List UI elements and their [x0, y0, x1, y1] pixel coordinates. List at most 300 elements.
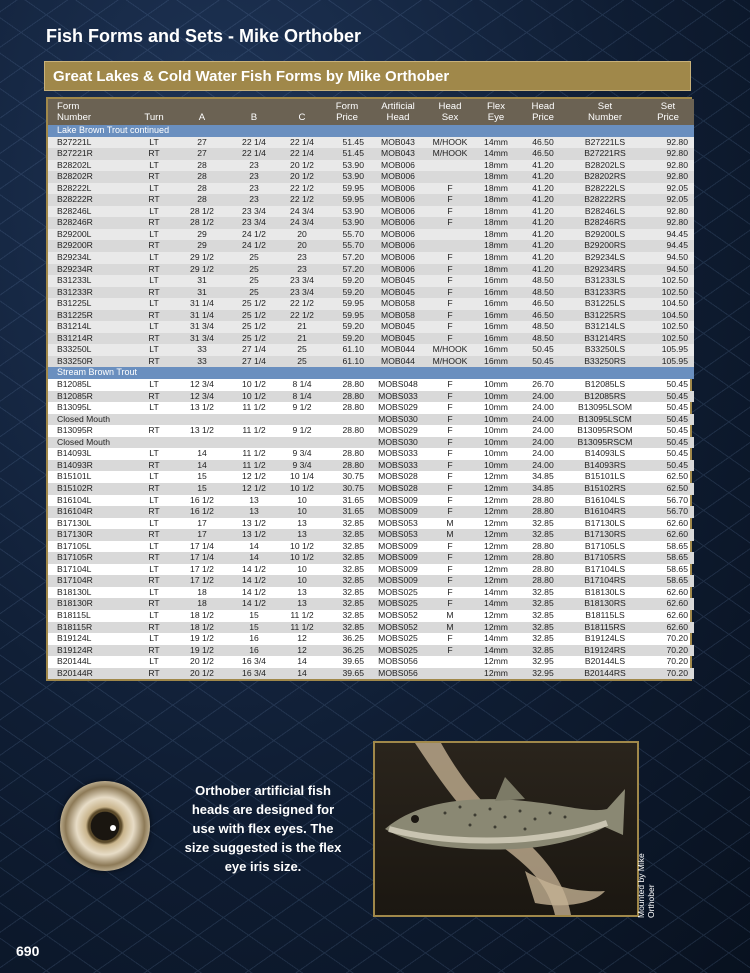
- table-cell: 14: [297, 656, 307, 667]
- table-cell: 92.05: [642, 194, 694, 206]
- table-cell: 25: [280, 344, 324, 356]
- table-cell: 53.90: [324, 217, 370, 229]
- table-cell: 94.50: [642, 264, 694, 276]
- table-cell: 92.80: [642, 171, 694, 183]
- table-cell: 13 1/2: [190, 402, 214, 413]
- table-cell: MOB006: [370, 206, 426, 218]
- table-cell: 30.75: [342, 471, 364, 482]
- table-cell: 46.50: [518, 298, 568, 310]
- table-cell: F: [426, 414, 474, 426]
- table-cell: M: [426, 622, 474, 634]
- table-cell: B33250LS: [568, 344, 642, 356]
- table-cell: 58.65: [642, 575, 694, 587]
- table-cell: 29 1/2: [176, 264, 228, 276]
- table-cell: 21: [280, 333, 324, 345]
- table-cell: 23: [280, 264, 324, 276]
- table-cell: 14 1/2: [228, 575, 280, 587]
- table-cell: F: [426, 275, 474, 287]
- table-cell: 62.60: [666, 609, 688, 620]
- table-row: [48, 333, 694, 345]
- table-cell: 12 1/2: [242, 471, 266, 482]
- table-row: [48, 645, 694, 657]
- table-cell: RT: [148, 425, 160, 436]
- table-cell: MOBS029: [378, 425, 418, 436]
- table-cell: 24.00: [518, 437, 568, 449]
- table-cell: F: [447, 402, 453, 413]
- table-cell: 10 1/2: [280, 552, 324, 564]
- table-cell: LT: [132, 160, 176, 172]
- table-cell: 41.20: [518, 217, 568, 229]
- column-header: [518, 99, 568, 125]
- table-cell: 24.00: [532, 425, 554, 436]
- table-cell: RT: [132, 483, 176, 495]
- table-cell: 36.25: [342, 633, 364, 644]
- table-cell: B13095R: [57, 425, 93, 436]
- table-cell: LT: [132, 206, 176, 218]
- table-cell: 14: [176, 460, 228, 472]
- table-cell: 61.10: [324, 344, 370, 356]
- table-cell: F: [426, 645, 474, 657]
- table-cell: B17105R: [48, 552, 132, 564]
- table-cell: 25 1/2: [228, 321, 280, 333]
- table-cell: 56.70: [666, 494, 688, 505]
- table-cell: MOBS030: [370, 437, 426, 449]
- table-cell: B31225R: [48, 310, 132, 322]
- table-cell: B17130R: [48, 529, 132, 541]
- table-row: [48, 148, 694, 160]
- table-cell: 16mm: [474, 275, 518, 287]
- table-cell: [426, 656, 474, 668]
- table-cell: 62.60: [666, 517, 688, 528]
- table-cell: 18: [176, 598, 228, 610]
- table-row: [48, 275, 694, 287]
- table-cell: 31.65: [342, 494, 364, 505]
- table-cell: 55.70: [324, 240, 370, 252]
- table-cell: LT: [149, 633, 159, 644]
- column-header-line: B: [250, 112, 258, 123]
- table-cell: 14: [249, 540, 259, 551]
- table-cell: 31: [176, 287, 228, 299]
- table-cell: 18 1/2: [190, 609, 214, 620]
- table-cell: B16104L: [57, 494, 92, 505]
- table-cell: 13: [228, 506, 280, 518]
- table-row: [48, 171, 694, 183]
- table-cell: 13 1/2: [242, 517, 266, 528]
- table-cell: 59.95: [324, 194, 370, 206]
- table-cell: 24.00: [518, 460, 568, 472]
- table-cell: MOB006: [370, 240, 426, 252]
- table-cell: 16mm: [474, 333, 518, 345]
- table-cell: RT: [132, 217, 176, 229]
- table-cell: 11 1/2: [280, 622, 324, 634]
- table-cell: B31233RS: [568, 287, 642, 299]
- table-cell: LT: [132, 229, 176, 241]
- table-cell: 58.65: [666, 563, 688, 574]
- column-header-line: Price: [657, 112, 679, 123]
- group-label: Stream Brown Trout: [48, 367, 694, 379]
- table-cell: 12 3/4: [176, 391, 228, 403]
- table-cell: MOBS053: [378, 517, 418, 528]
- table-cell: F: [426, 194, 474, 206]
- table-cell: 70.20: [666, 656, 688, 667]
- table-cell: 28.80: [532, 563, 554, 574]
- table-cell: MOB006: [370, 229, 426, 241]
- table-cell: B29234L: [48, 252, 132, 264]
- table-cell: 10: [280, 506, 324, 518]
- table-cell: 41.20: [518, 252, 568, 264]
- table-cell: 12mm: [484, 563, 508, 574]
- table-cell: 104.50: [642, 298, 694, 310]
- table-cell: 14: [280, 668, 324, 680]
- table-cell: 55.70: [324, 229, 370, 241]
- table-cell: M/HOOK: [426, 137, 474, 149]
- table-cell: MOB006: [370, 194, 426, 206]
- table-cell: 62.60: [642, 598, 694, 610]
- table-cell: B31225LS: [568, 298, 642, 310]
- table-cell: 32.85: [532, 586, 554, 597]
- table-cell: B20144RS: [568, 668, 642, 680]
- table-cell: LT: [149, 517, 159, 528]
- table-cell: B12085R: [48, 391, 132, 403]
- table-cell: B28222LS: [568, 183, 642, 195]
- table-cell: 28: [176, 160, 228, 172]
- table-cell: 102.50: [642, 333, 694, 345]
- table-cell: MOB006: [370, 160, 426, 172]
- table-cell: 105.95: [642, 356, 694, 368]
- table-cell: LT: [149, 586, 159, 597]
- table-cell: RT: [132, 460, 176, 472]
- table-cell: [324, 414, 370, 426]
- table-cell: 62.50: [642, 483, 694, 495]
- table-cell: 10mm: [474, 414, 518, 426]
- table-body: [48, 125, 694, 679]
- table-cell: 25: [228, 275, 280, 287]
- table-cell: 16mm: [474, 287, 518, 299]
- table-cell: 94.50: [642, 252, 694, 264]
- table-cell: B18130RS: [568, 598, 642, 610]
- table-row: [48, 425, 694, 437]
- table-cell: 92.80: [642, 148, 694, 160]
- table-cell: B31233LS: [568, 275, 642, 287]
- table-cell: 24.00: [518, 414, 568, 426]
- column-header-line: [282, 101, 322, 112]
- column-header-line: Number: [57, 112, 92, 123]
- table-cell: 28: [176, 183, 228, 195]
- table-cell: 20: [280, 240, 324, 252]
- table-cell: F: [447, 379, 453, 390]
- table-cell: 10: [297, 494, 307, 505]
- table-cell: LT: [132, 321, 176, 333]
- table-cell: 22 1/4: [228, 148, 280, 160]
- table-cell: 15: [176, 483, 228, 495]
- table-cell: RT: [132, 391, 176, 403]
- table-cell: 20 1/2: [280, 160, 324, 172]
- table-cell: MOBS033: [370, 460, 426, 472]
- table-cell: B31214R: [48, 333, 132, 345]
- table-cell: MOB006: [370, 183, 426, 195]
- table-cell: B12085L: [57, 379, 92, 390]
- table-cell: F: [426, 252, 474, 264]
- table-cell: [426, 668, 474, 680]
- table-cell: B17104R: [48, 575, 132, 587]
- table-cell: 39.65: [342, 656, 364, 667]
- table-row: [48, 518, 694, 530]
- table-cell: 28.80: [342, 425, 364, 436]
- table-row: [48, 575, 694, 587]
- table-cell: 31 1/4: [176, 298, 228, 310]
- table-cell: 28.80: [532, 540, 554, 551]
- table-cell: 32.85: [532, 609, 554, 620]
- table-cell: 12mm: [474, 552, 518, 564]
- table-cell: RT: [132, 356, 176, 368]
- table-cell: 32.85: [342, 586, 364, 597]
- table-cell: F: [447, 494, 453, 505]
- table-cell: LT: [149, 563, 159, 574]
- table-cell: [426, 160, 474, 172]
- column-header-line: [134, 101, 174, 112]
- table-cell: 29: [176, 240, 228, 252]
- table-cell: 12: [280, 645, 324, 657]
- table-cell: B18130L: [57, 586, 92, 597]
- table-cell: 27 1/4: [228, 344, 280, 356]
- table-cell: RT: [132, 622, 176, 634]
- table-cell: 18mm: [474, 217, 518, 229]
- table-cell: MOBS029: [378, 402, 418, 413]
- table-cell: 104.50: [642, 310, 694, 322]
- table-cell: 32.85: [532, 517, 554, 528]
- table-cell: 13 1/2: [228, 529, 280, 541]
- table-cell: M: [426, 529, 474, 541]
- table-cell: 10 1/4: [290, 471, 314, 482]
- table-cell: B19124L: [57, 633, 92, 644]
- table-cell: 41.20: [518, 183, 568, 195]
- page-title: Fish Forms and Sets - Mike Orthober: [46, 26, 362, 46]
- table-cell: B33250L: [48, 344, 132, 356]
- column-header-line: Price: [532, 112, 554, 123]
- table-cell: B13095L: [57, 402, 92, 413]
- table-cell: B31214L: [48, 321, 132, 333]
- table-cell: F: [447, 448, 453, 459]
- table-cell: 32.85: [324, 575, 370, 587]
- table-cell: 94.45: [642, 229, 694, 241]
- table-cell: 14mm: [474, 598, 518, 610]
- table-cell: 48.50: [518, 275, 568, 287]
- table-cell: B15101LS: [584, 471, 626, 482]
- column-header-line: Flex: [486, 101, 506, 112]
- table-cell: 32.85: [518, 645, 568, 657]
- table-cell: 25 1/2: [228, 310, 280, 322]
- table-cell: 17 1/4: [176, 552, 228, 564]
- table-cell: 32.85: [518, 622, 568, 634]
- table-cell: 33: [176, 356, 228, 368]
- table-cell: 11 1/2: [242, 448, 266, 459]
- table-cell: [228, 437, 280, 449]
- table-cell: LT: [149, 540, 159, 551]
- column-header-line: Head: [531, 101, 555, 112]
- table-cell: B28222R: [48, 194, 132, 206]
- table-cell: 28.80: [342, 448, 364, 459]
- table-cell: B13095RSCM: [568, 437, 642, 449]
- table-cell: RT: [132, 171, 176, 183]
- table-cell: 32.85: [518, 529, 568, 541]
- table-cell: 46.50: [518, 148, 568, 160]
- table-cell: 13: [297, 586, 307, 597]
- table-cell: 25: [228, 264, 280, 276]
- table-row: [48, 287, 694, 299]
- table-cell: MOB058: [370, 298, 426, 310]
- column-header-line: Head: [438, 101, 462, 112]
- table-cell: 22 1/2: [280, 298, 324, 310]
- table-row: [48, 391, 694, 403]
- table-cell: 32.85: [324, 598, 370, 610]
- table-cell: 28.80: [518, 575, 568, 587]
- table-cell: MOBS033: [370, 391, 426, 403]
- table-cell: Closed Mouth: [48, 437, 132, 449]
- table-cell: 12mm: [484, 494, 508, 505]
- table-cell: B28246LS: [568, 206, 642, 218]
- table-row: [48, 402, 694, 414]
- table-cell: 70.20: [666, 633, 688, 644]
- table-cell: MOBS028: [370, 483, 426, 495]
- table-cell: B31225RS: [568, 310, 642, 322]
- table-cell: F: [447, 540, 453, 551]
- table-cell: 28.80: [342, 379, 364, 390]
- table-cell: 62.60: [642, 529, 694, 541]
- table-cell: 15: [228, 622, 280, 634]
- table-cell: 31: [176, 275, 228, 287]
- table-cell: F: [426, 575, 474, 587]
- table-cell: F: [426, 483, 474, 495]
- table-cell: B27221RS: [568, 148, 642, 160]
- table-cell: 28 1/2: [176, 217, 228, 229]
- table-cell: 23: [228, 171, 280, 183]
- table-row: [48, 379, 694, 391]
- table-cell: 59.20: [324, 333, 370, 345]
- table-cell: B29200LS: [568, 229, 642, 241]
- table-cell: MOB006: [370, 264, 426, 276]
- table-cell: 23: [228, 194, 280, 206]
- table-cell: 10 1/2: [242, 379, 266, 390]
- column-header-line: [178, 101, 226, 112]
- table-cell: B31233R: [48, 287, 132, 299]
- table-cell: 24.00: [532, 448, 554, 459]
- table-cell: LT: [132, 344, 176, 356]
- table-row: [48, 344, 694, 356]
- table-cell: B28202LS: [568, 160, 642, 172]
- table-cell: B29234RS: [568, 264, 642, 276]
- column-header-line: Number: [587, 112, 623, 123]
- table-cell: [280, 437, 324, 449]
- column-header: [642, 99, 694, 125]
- table-row: [48, 240, 694, 252]
- table-cell: MOBS025: [378, 586, 418, 597]
- table-cell: MOBS056: [378, 656, 418, 667]
- column-header: [48, 99, 132, 125]
- table-cell: 16 3/4: [228, 668, 280, 680]
- table-cell: RT: [132, 529, 176, 541]
- table-cell: B17130LS: [584, 517, 626, 528]
- table-cell: MOB045: [370, 321, 426, 333]
- table-cell: B28222RS: [568, 194, 642, 206]
- table-row: [48, 264, 694, 276]
- table-cell: B17104LS: [584, 563, 626, 574]
- table-cell: F: [426, 321, 474, 333]
- table-cell: 59.20: [324, 275, 370, 287]
- table-row: [48, 552, 694, 564]
- table-row: [48, 183, 694, 195]
- table-cell: B17130L: [57, 517, 92, 528]
- table-cell: 31 1/4: [176, 310, 228, 322]
- table-cell: 13: [280, 598, 324, 610]
- table-cell: MOBS048: [378, 379, 418, 390]
- table-cell: LT: [149, 448, 159, 459]
- table-cell: 28.80: [532, 494, 554, 505]
- table-cell: LT: [132, 137, 176, 149]
- table-cell: MOBS033: [378, 448, 418, 459]
- eye-highlight: [110, 825, 116, 831]
- table-row: [48, 541, 694, 553]
- table-cell: 12: [297, 633, 307, 644]
- table-cell: B17104RS: [568, 575, 642, 587]
- table-cell: B27221LS: [568, 137, 642, 149]
- table-cell: 92.80: [642, 206, 694, 218]
- table-cell: B17104L: [57, 563, 92, 574]
- table-cell: 12mm: [484, 471, 508, 482]
- table-cell: RT: [132, 598, 176, 610]
- table-cell: B18115LS: [585, 609, 625, 620]
- column-header-line: Sex: [441, 112, 459, 123]
- table-cell: 29: [176, 229, 228, 241]
- table-cell: M: [446, 609, 454, 620]
- table-cell: 22 1/2: [280, 310, 324, 322]
- table-cell: 18mm: [474, 252, 518, 264]
- table-cell: 62.60: [642, 622, 694, 634]
- table-cell: LT: [149, 494, 159, 505]
- table-cell: M/HOOK: [426, 356, 474, 368]
- column-header-line: [230, 101, 278, 112]
- column-header-line: Set: [597, 101, 613, 112]
- table-cell: F: [426, 264, 474, 276]
- table-cell: 32.85: [532, 633, 554, 644]
- table-row: [48, 321, 694, 333]
- table-cell: 23 3/4: [228, 206, 280, 218]
- table-cell: 14mm: [474, 148, 518, 160]
- table-cell: 62.50: [666, 471, 688, 482]
- table-row: [48, 587, 694, 599]
- table-cell: 11 1/2: [290, 609, 314, 620]
- table-cell: 13: [297, 517, 307, 528]
- table-cell: B31233L: [48, 275, 132, 287]
- table-cell: B18130LS: [584, 586, 626, 597]
- table-cell: 18: [197, 586, 207, 597]
- table-cell: B28202RS: [568, 171, 642, 183]
- table-cell: 41.20: [518, 264, 568, 276]
- table-cell: 14 1/2: [228, 598, 280, 610]
- table-cell: B28202R: [48, 171, 132, 183]
- table-cell: B16104R: [48, 506, 132, 518]
- table-cell: 51.45: [324, 148, 370, 160]
- table-cell: MOBS053: [370, 529, 426, 541]
- table-cell: 9 1/2: [292, 402, 312, 413]
- table-cell: 92.80: [642, 137, 694, 149]
- table-cell: B29234R: [48, 264, 132, 276]
- table-cell: 20 1/2: [176, 668, 228, 680]
- table-cell: LT: [132, 252, 176, 264]
- table-cell: MOBS009: [370, 575, 426, 587]
- table-cell: 24 3/4: [280, 206, 324, 218]
- table-cell: LT: [149, 402, 159, 413]
- table-cell: 32.85: [342, 563, 364, 574]
